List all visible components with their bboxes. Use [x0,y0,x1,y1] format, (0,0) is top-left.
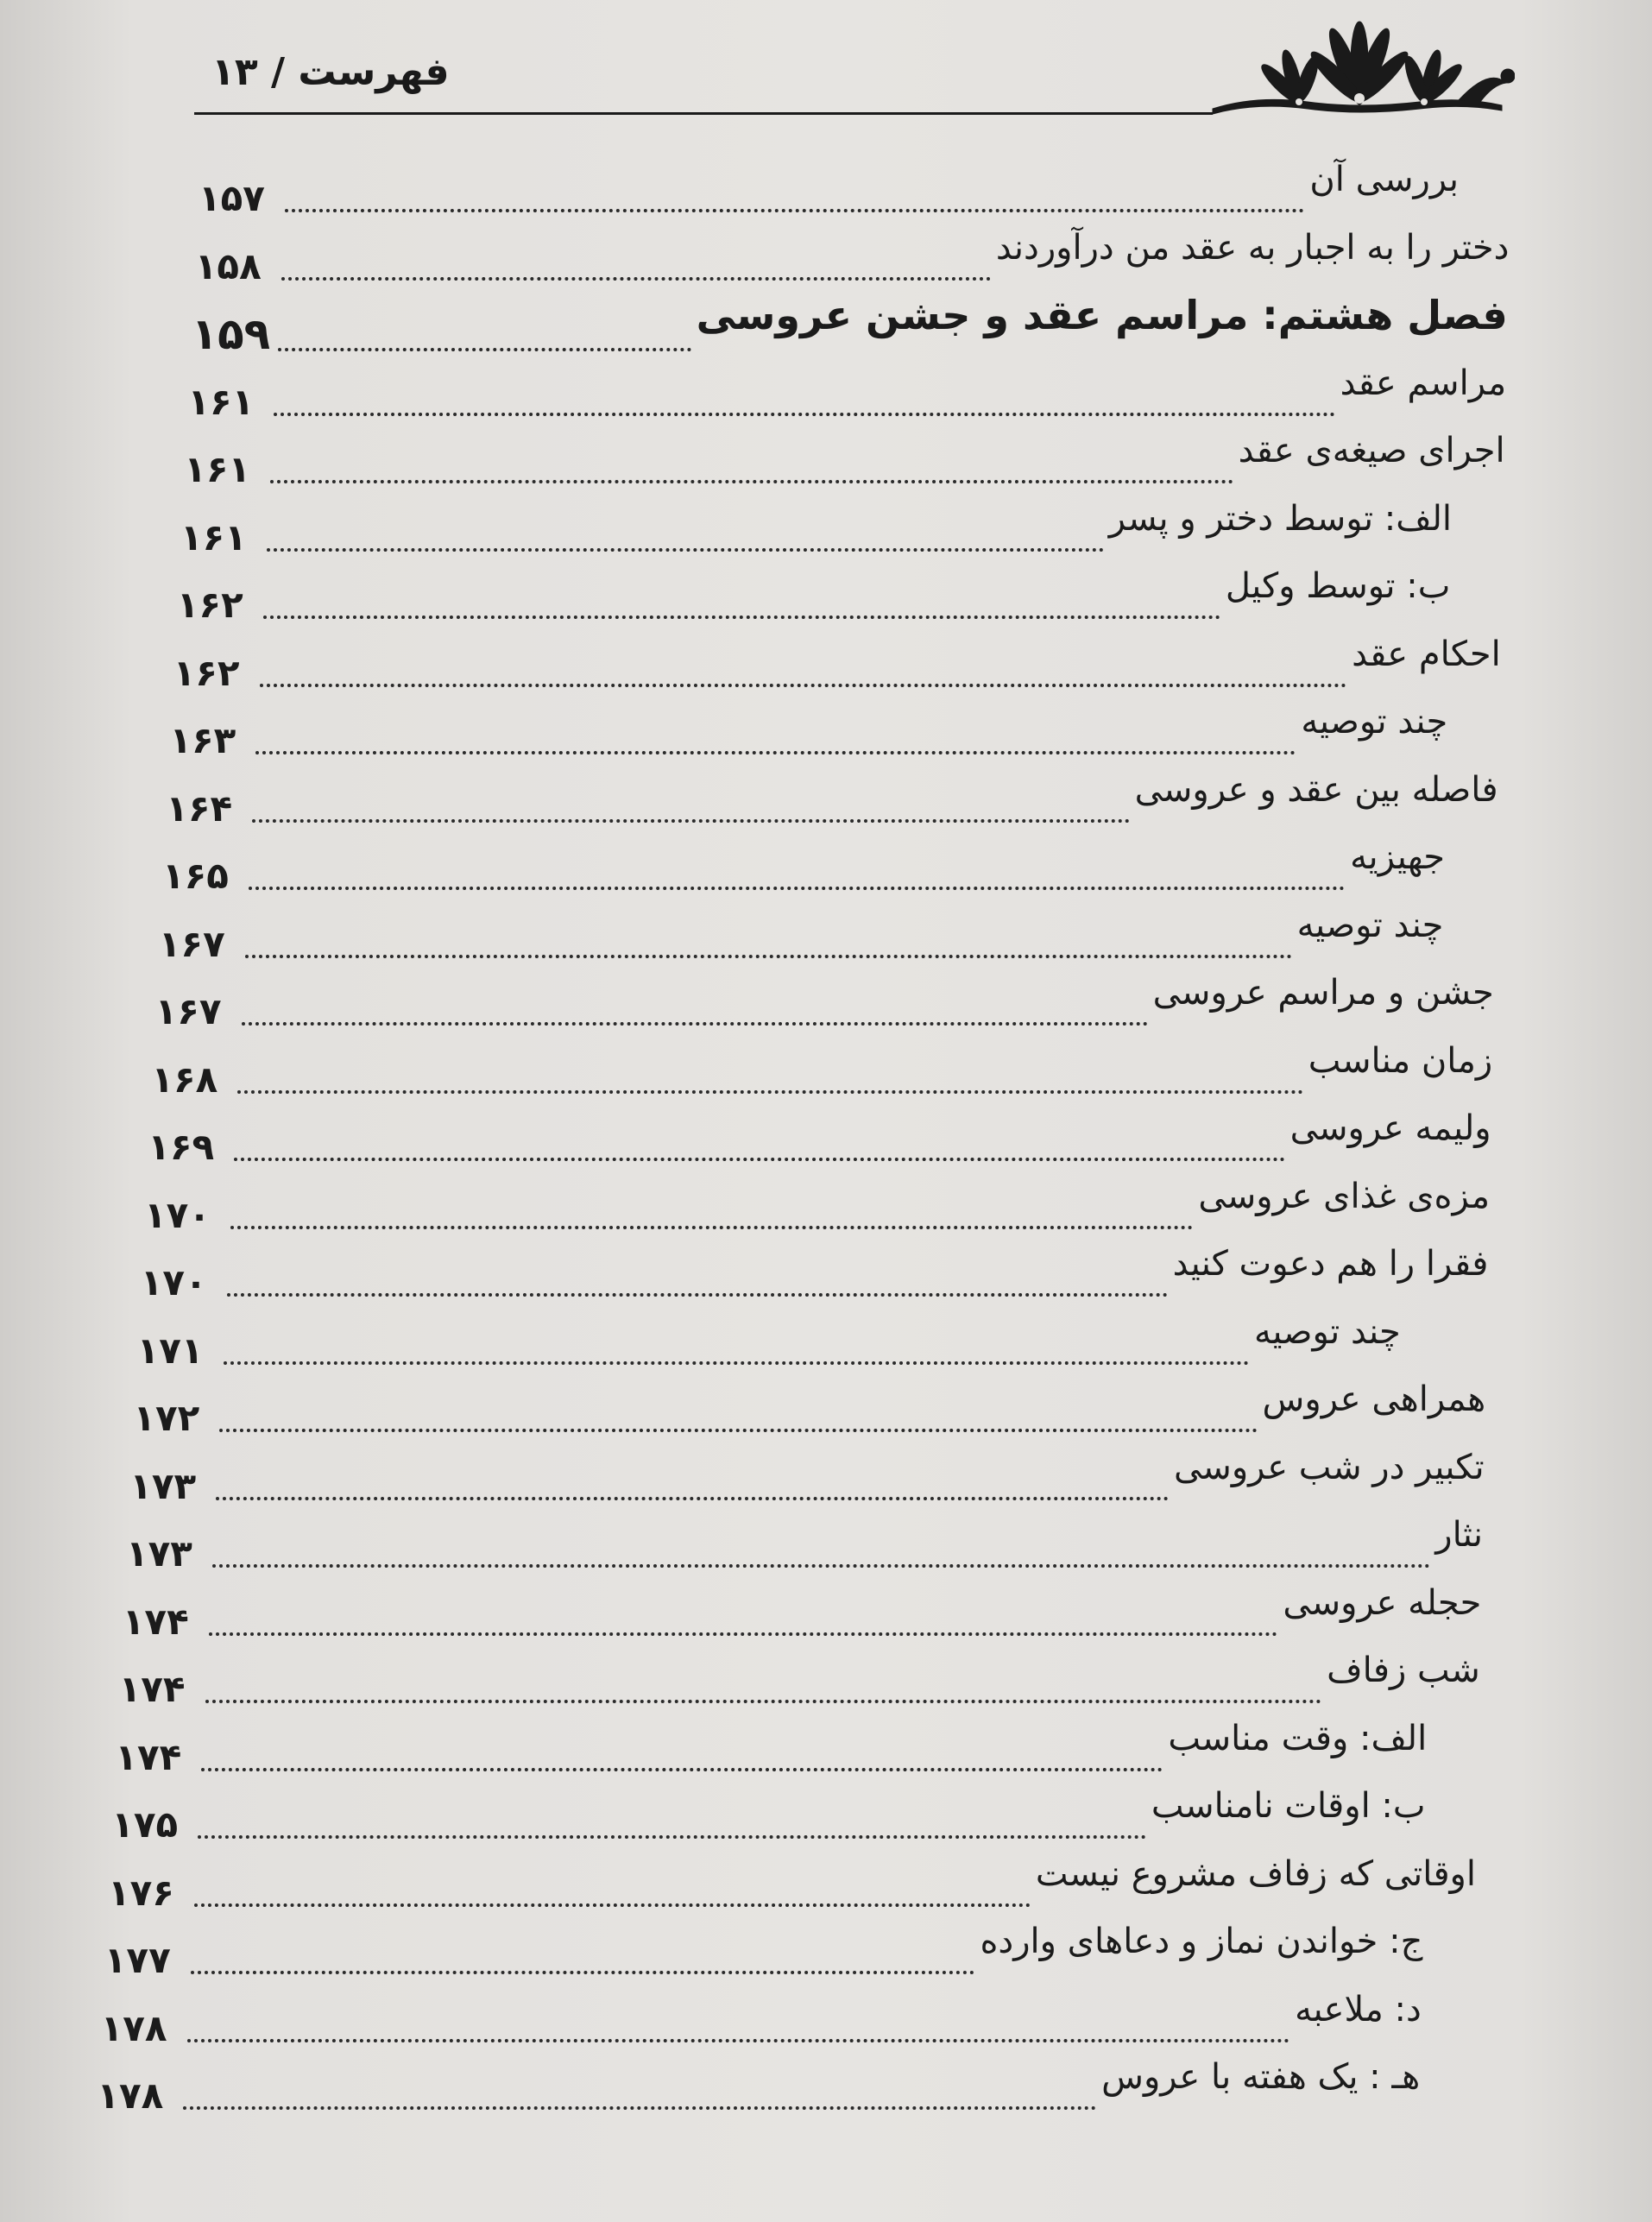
toc-entry-page: ۱۶۵ [162,855,229,897]
toc-entry-title: نثار [1435,1515,1483,1555]
toc-entry [151,1037,1493,1104]
toc-entry [136,1308,1401,1375]
toc-leader-dots [274,413,1334,416]
toc-entry-title: فصل هشتم: مراسم عقد و جشن عروسی [696,292,1508,338]
toc-leader-dots [252,819,1129,823]
toc-leader-dots [281,277,991,281]
toc-entry-title: جهیزیه [1350,837,1445,877]
toc-leader-dots [260,684,1346,687]
toc-entry-page: ۱۷۱ [136,1329,204,1372]
toc-leader-dots [209,1632,1278,1636]
toc-entry-page: ۱۶۱ [184,448,251,490]
toc-leader-dots [205,1700,1322,1703]
toc-entry-page: ۱۶۱ [187,380,255,423]
toc-entry-page: ۱۵۷ [199,177,265,219]
toc-leader-dots [198,1835,1146,1839]
toc-leader-dots [216,1497,1169,1500]
toc-entry [133,1375,1486,1442]
toc-entry-page: ۱۶۴ [166,786,233,830]
toc-entry-title: مزه‌ی غذای عروسی [1198,1176,1490,1216]
toc-entry-page: ۱۷۴ [115,1735,182,1778]
toc-entry [118,1646,1480,1714]
toc-entry [194,224,1510,291]
toc-entry [97,2053,1421,2120]
toc-entry-page: ۱۶۷ [158,922,225,965]
toc-leader-dots [263,615,1220,619]
toc-entry-page: ۱۷۷ [104,1939,171,1981]
toc-entry [199,155,1459,223]
toc-leader-dots [255,751,1296,754]
toc-leader-dots [183,2106,1096,2110]
toc-leader-dots [237,1090,1302,1094]
toc-entry [162,833,1445,900]
toc-entry-page: ۱۷۲ [133,1397,200,1439]
toc-entry [154,969,1494,1036]
toc-entry [140,1240,1489,1307]
toc-leader-dots [191,1971,975,1974]
toc-entry-title: چند توصیه [1301,702,1448,742]
toc-leader-dots [227,1293,1168,1297]
toc-entry [173,630,1501,698]
toc-entry-page: ۱۶۱ [180,515,247,559]
toc-entry [148,1104,1491,1171]
toc-entry-title: احکام عقد [1352,634,1501,674]
toc-entry-page: ۱۵۹ [191,309,271,359]
toc-entry [100,1985,1422,2053]
toc-entry [115,1714,1428,1782]
toc-entry-page: ۱۷۴ [118,1668,186,1710]
toc-entry-title: ج: خواندن نماز و دعاهای وارده [980,1922,1423,1961]
toc-leader-dots [201,1768,1163,1771]
toc-entry [176,562,1451,629]
toc-entry [108,1850,1476,1917]
toc-leader-dots [187,2039,1290,2042]
toc-entry-title: چند توصیه [1253,1311,1401,1352]
toc-entry-page: ۱۶۳ [169,719,236,761]
toc-leader-dots [278,348,691,351]
toc-entry-page: ۱۶۲ [176,584,243,626]
toc-leader-dots [224,1361,1249,1365]
toc-entry-page: ۱۷۸ [100,2006,167,2049]
toc-entry-page: ۱۷۳ [126,1532,192,1575]
toc-entry-page: ۱۶۲ [173,651,240,694]
toc-leader-dots [285,209,1304,212]
toc-entry-title: د: ملاعبه [1295,1989,1422,2029]
toc-leader-dots [234,1158,1284,1161]
toc-entry-page: ۱۶۷ [154,990,222,1032]
toc-entry [158,901,1444,969]
toc-entry-page: ۱۶۸ [151,1057,218,1101]
toc-entry [180,495,1452,562]
toc-entry [144,1172,1490,1240]
toc-entry-title: جشن و مراسم عروسی [1152,973,1494,1013]
toc-entry-title: ب: توسط وکیل [1225,566,1451,606]
toc-entry-title: اجرای صیغه‌ی عقد [1238,431,1505,470]
toc-entry [166,766,1498,833]
toc-leader-dots [245,955,1292,958]
toc-entry-title: ب: اوقات نامناسب [1151,1786,1426,1826]
toc-entry-page: ۱۷۴ [122,1600,189,1643]
toc-leader-dots [270,480,1233,483]
toc-leader-dots [267,548,1104,552]
toc-entry-title: الف: وقت مناسب [1168,1718,1428,1758]
toc-entry [169,698,1448,765]
toc-entry-page: ۱۷۶ [108,1871,174,1914]
toc-entry-page: ۱۷۸ [97,2074,164,2117]
toc-entry-title: شب زفاف [1327,1651,1480,1690]
toc-leader-dots [212,1564,1430,1568]
toc-entry [129,1443,1485,1511]
toc-entry-title: زمان مناسب [1308,1040,1493,1081]
toc-entry-title: دختر را به اجبار به عقد من درآوردند [995,227,1510,268]
toc-entry-page: ۱۶۹ [148,1126,215,1168]
toc-entry-title: مراسم عقد [1340,363,1507,403]
toc-leader-dots [242,1022,1148,1026]
toc-entry-title: فقرا را هم دعوت کنید [1172,1244,1489,1284]
toc-entry-page: ۱۷۵ [111,1803,179,1846]
toc-entry [184,426,1505,494]
toc-entry-title: فاصله بین عقد و عروسی [1134,769,1498,810]
toc-entry-title: بررسی آن [1309,160,1459,199]
toc-entry-title: همراهی عروس [1262,1379,1486,1419]
toc-entry-page: ۱۷۰ [144,1193,211,1236]
toc-entry-title: الف: توسط دختر و پسر [1108,498,1452,539]
toc-leader-dots [219,1429,1257,1432]
toc-leader-dots [230,1226,1193,1229]
toc-entry-title: چند توصیه [1296,905,1444,945]
toc-entry [104,1917,1423,1985]
toc-entry-title: تکبیر در شب عروسی [1173,1447,1485,1487]
running-head: فهرست / ۱۳ [211,50,450,94]
toc-entry [111,1782,1426,1849]
toc-entry-title: حجله عروسی [1283,1582,1482,1623]
toc-entry-page: ۱۷۰ [140,1261,207,1304]
toc-entry-title: ولیمه عروسی [1289,1108,1491,1148]
toc-entry [122,1579,1482,1646]
toc-entry-title: اوقاتی که زفاف مشروع نیست [1035,1853,1476,1894]
toc-entry-page: ۱۷۳ [129,1464,197,1507]
toc-leader-dots [249,887,1345,890]
toc-leader-dots [194,1903,1031,1907]
toc-entry-title: هـ : یک هفته با عروس [1101,2057,1421,2097]
toc-entry [126,1511,1483,1578]
toc-entry-page: ۱۵۸ [194,244,262,287]
toc-entry [187,359,1507,426]
toc-entry [191,291,1508,359]
